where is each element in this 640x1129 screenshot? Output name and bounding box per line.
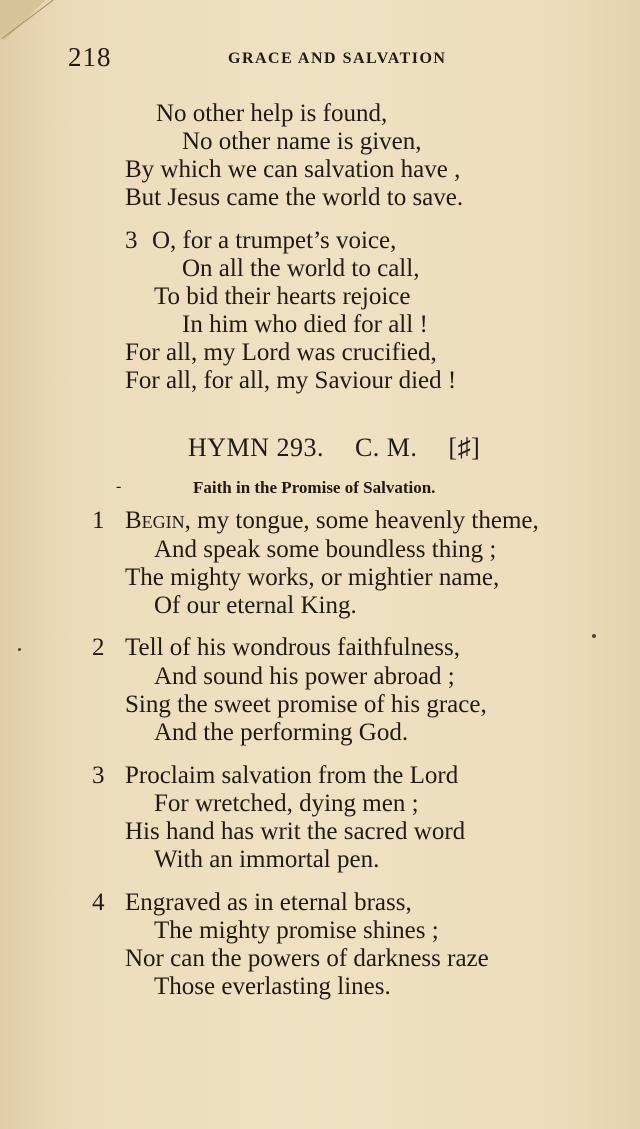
verse-line: To bid their hearts rejoice [154,283,411,310]
verse-line: For all, for all, my Saviour died ! [125,367,457,394]
hymn-meter: C. M. [354,433,418,462]
page-header [0,42,640,76]
verse-line: Those everlasting lines. [154,973,391,1000]
verse-line: Engraved as in eternal brass, [125,889,412,916]
stanza-number: 2 [92,634,105,661]
verse-line: O, for a trumpet’s voice, [152,227,397,254]
page-corner-fold [0,0,60,40]
verse-line: His hand has writ the sacred word [125,818,466,845]
verse-line: And sound his power abroad ; [154,663,455,690]
verse-line: Proclaim salvation from the Lord [125,762,459,789]
paper-speck [18,648,21,651]
drop-word: Begin [125,507,185,534]
stanza-number: 3 [125,227,138,254]
verse-line: And speak some boundless thing ; [154,536,497,563]
verse-line: By which we can salvation have , [125,156,461,183]
tune-mark: [♯] [448,433,481,462]
verse-line: No other help is found, [156,100,388,127]
verse-line: For wretched, dying men ; [154,790,419,817]
verse-line: And the performing God. [154,719,409,746]
verse-line: The mighty works, or mightier name, [125,564,500,591]
page-number: 218 [68,42,112,72]
verse-line: For all, my Lord was crucified, [125,339,437,366]
paper-speck [592,634,596,638]
verse-line: Nor can the powers of darkness raze [125,945,489,972]
verse-line: On all the world to call, [182,255,420,282]
hymn-subtitle: Faith in the Promise of Salvation. [193,478,436,497]
verse-line: But Jesus came the world to save. [125,184,464,211]
verse-line: The mighty promise shines ; [154,917,439,944]
verse-line: Of our eternal King. [154,592,357,619]
verse-line: No other name is given, [182,128,422,155]
verse-line: Sing the sweet promise of his grace, [125,691,487,718]
first-line-rest: , my tongue, some heavenly theme, [184,507,539,534]
verse-line: With an immortal pen. [154,846,380,873]
verse-line: In him who died for all ! [182,311,428,338]
verse-line: Tell of his wondrous faithfulness, [125,634,461,661]
hymn-number: HYMN 293. [188,433,324,462]
subtitle-dash: - [116,478,122,495]
verse-line-first [125,508,539,533]
running-head: GRACE AND SALVATION [228,50,447,67]
stanza-number: 1 [92,507,105,534]
stanza-number: 3 [92,762,105,789]
stanza-number: 4 [92,889,105,916]
hymn-title [188,433,504,463]
